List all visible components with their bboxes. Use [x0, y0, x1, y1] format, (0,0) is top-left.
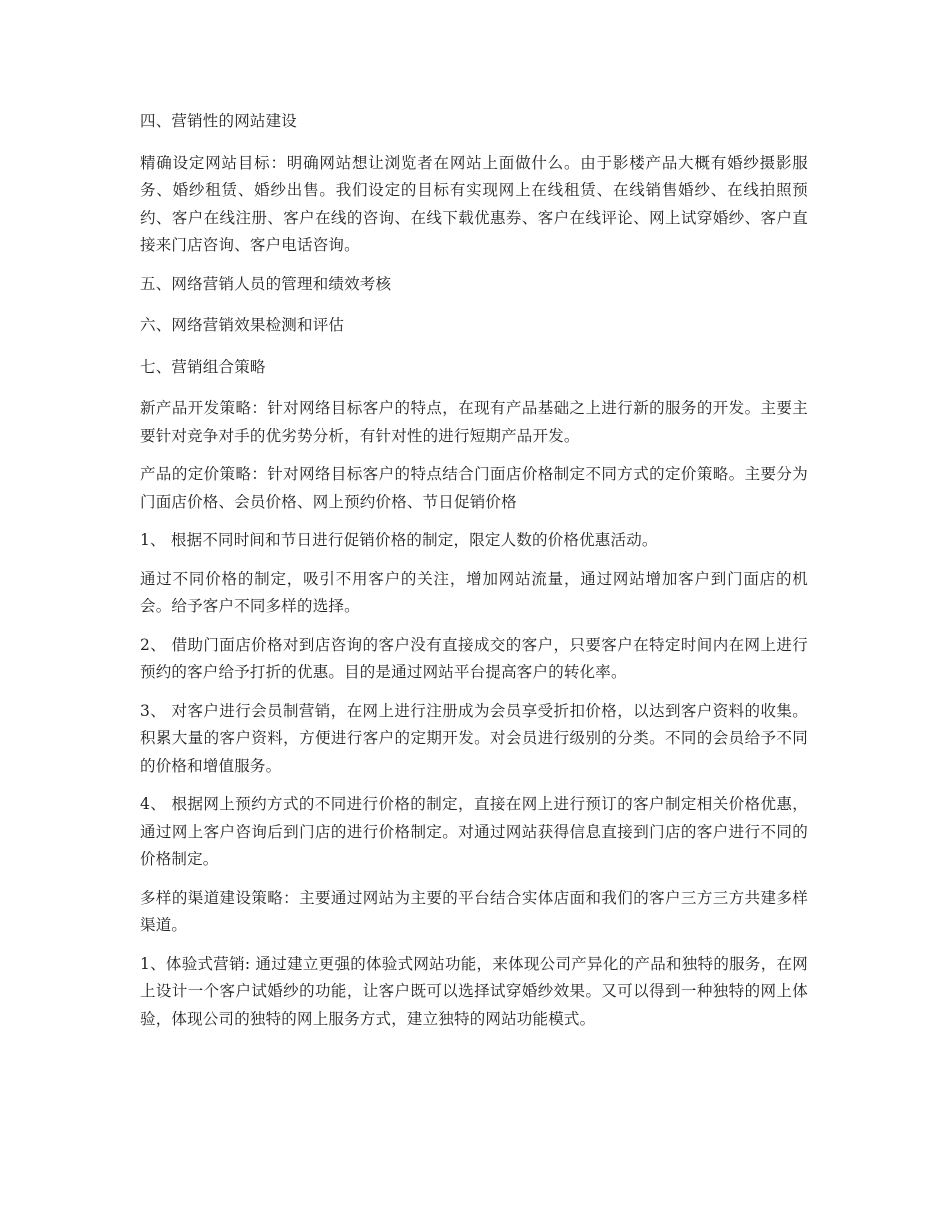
- paragraph-pricing-benefits: 通过不同价格的制定，吸引不用客户的关注，增加网站流量，通过网站增加客户到门面店的机会。给予客户不同多样的选择。: [140, 569, 808, 615]
- list-item-3-membership: 3、 对客户进行会员制营销，在网上进行注册成为会员享受折扣价格，以达到客户资料的收集。积累大量的客户资料，方便进行客户的定期开发。对会员进行级别的分类。不同的会员给予不同的价格和增值服务。: [140, 701, 808, 775]
- paragraph-channel-strategy: 多样的渠道建设策略：主要通过网站为主要的平台结合实体店面和我们的客户三方三方共建多样渠道。: [140, 888, 808, 934]
- paragraph-new-product-strategy: 新产品开发策略：针对网络目标客户的特点，在现有产品基础之上进行新的服务的开发。主要主要针对竞争对手的优劣势分析，有针对性的进行短期产品开发。: [140, 399, 808, 445]
- section-heading-5: 五、网络营销人员的管理和绩效考核: [140, 274, 392, 293]
- section-heading-6: 六、网络营销效果检测和评估: [140, 316, 345, 334]
- section-heading-7: 七、营销组合策略: [140, 357, 266, 376]
- paragraph-website-goals: 精确设定网站目标：明确网站想让浏览者在网站上面做什么。由于影楼产品大概有婚纱摄影服务、婚纱租赁、婚纱出售。我们设定的目标有实现网上在线租赁、在线销售婚纱、在线拍照预约、客户在线注册、客户在线的咨询、在线下载优惠券、客户在线评论、网上试穿婚纱、客户直接来门店咨询、客户电话咨询。: [140, 153, 808, 254]
- list-item-4-booking-pricing: 4、 根据网上预约方式的不同进行价格的制定，直接在网上进行预订的客户制定相关价格优惠，通过网上客户咨询后到门店的进行价格制定。对通过网站获得信息直接到门店的客户进行不同的价格制定。: [140, 795, 808, 868]
- document-page: [140, 108, 808, 1044]
- list-item-2-store-pricing: 2、 借助门面店价格对到店咨询的客户没有直接成交的客户，只要客户在特定时间内在网上进行预约的客户给予打折的优惠。目的是通过网站平台提高客户的转化率。: [140, 635, 808, 681]
- section-heading-4: 四、营销性的网站建设: [140, 112, 298, 130]
- list-item-1-promotion-pricing: 1、 根据不同时间和节日进行促销价格的制定，限定人数的价格优惠活动。: [140, 531, 658, 549]
- paragraph-pricing-strategy: 产品的定价策略：针对网络目标客户的特点结合门面店价格制定不同方式的定价策略。主要分为门面店价格、会员价格、网上预约价格、节日促销价格: [140, 465, 808, 511]
- list-item-1-experiential-marketing: 1、体验式营销: 通过建立更强的体验式网站功能，来体现公司产异化的产品和独特的服务，在网上设计一个客户试婚纱的功能，让客户既可以选择试穿婚纱效果。又可以得到一种独特的网上体验，体现公司的独特的网上服务方式，建立独特的网站功能模式。: [140, 954, 808, 1028]
